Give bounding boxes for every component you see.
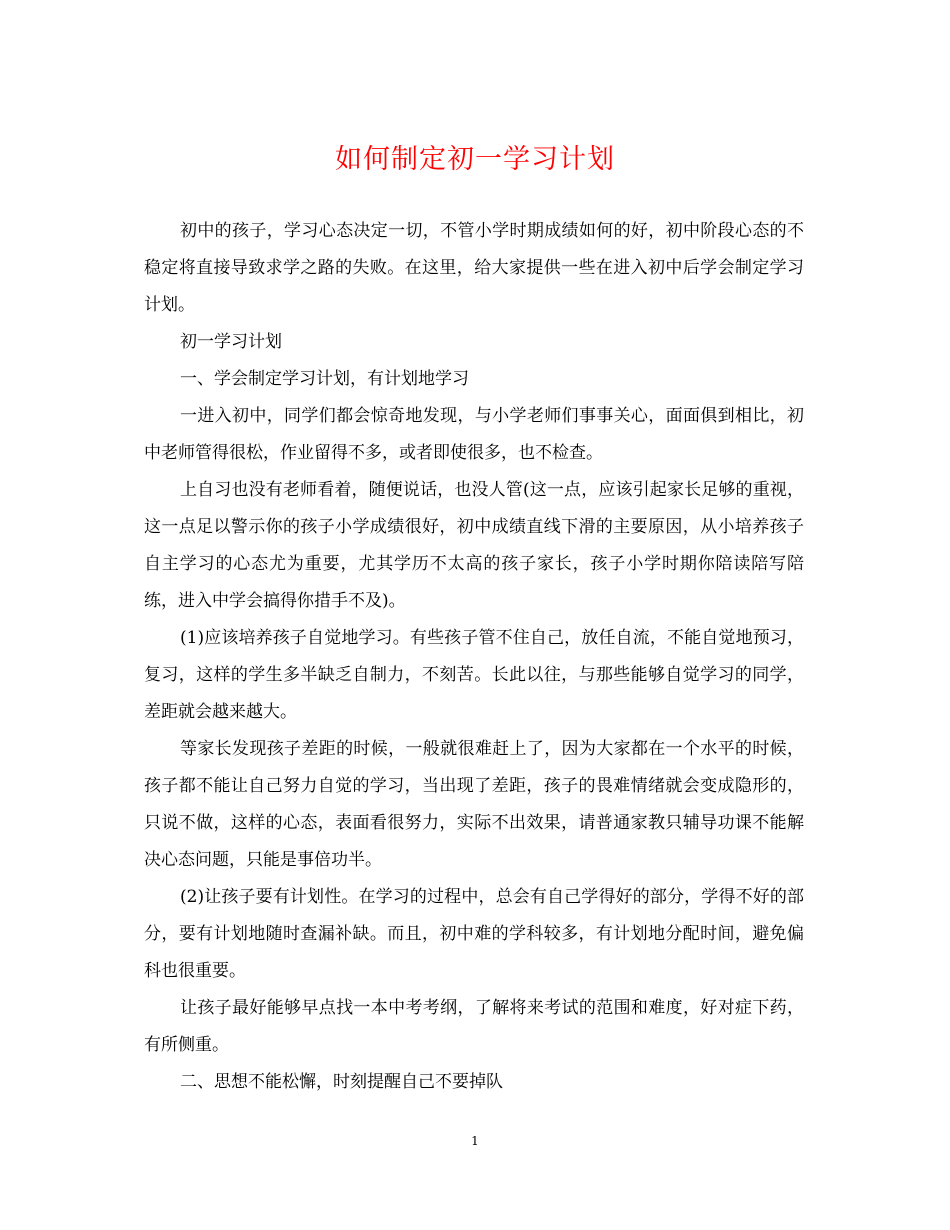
paragraph-body: 一进入初中，同学们都会惊奇地发现，与小学老师们事事关心，面面俱到相比，初中老师管得很松，作业留得不多，或者即使很多，也不检查。 bbox=[144, 406, 804, 463]
paragraph-point-one: (1)应该培养孩子自觉地学习。有些孩子管不住自己，放任自流，不能自觉地预习，复习，这样的学生多半缺乏自制力，不刻苦。长此以往，与那些能够自觉学习的同学，差距就会越来越大。 bbox=[144, 628, 804, 722]
paragraph-section-title: 初一学习计划 bbox=[180, 332, 282, 352]
paragraph-heading-two: 二、思想不能松懈，时刻提醒自己不要掉队 bbox=[180, 1072, 503, 1092]
paragraph-point-two: (2)让孩子要有计划性。在学习的过程中，总会有自己学得好的部分，学得不好的部分，要有计划地随时查漏补缺。而且，初中难的学科较多，有计划地分配时间，避免偏科也很重要。 bbox=[144, 887, 804, 981]
paragraph-body: 让孩子最好能够早点找一本中考考纲，了解将来考试的范围和难度，好对症下药，有所侧重。 bbox=[144, 998, 804, 1055]
document-title: 如何制定初一学习计划 bbox=[335, 144, 615, 175]
paragraph-intro: 初中的孩子，学习心态决定一切，不管小学时期成绩如何的好，初中阶段心态的不稳定将直接导致求学之路的失败。在这里，给大家提供一些在进入初中后学会制定学习计划。 bbox=[144, 221, 804, 315]
paragraph-body: 上自习也没有老师看着，随便说话，也没人管(这一点，应该引起家长足够的重视，这一点足以警示你的孩子小学成绩很好，初中成绩直线下滑的主要原因，从小培养孩子自主学习的心态尤为重要，尤其学历不太高的孩子家长，孩子小学时期你陪读陪写陪练，进入中学会搞得你措手不及)。 bbox=[144, 480, 804, 611]
page-number: 1 bbox=[471, 1134, 479, 1148]
paragraph-heading-one: 一、学会制定学习计划，有计划地学习 bbox=[180, 369, 469, 389]
document-body bbox=[144, 213, 804, 1101]
paragraph-body: 等家长发现孩子差距的时候，一般就很难赶上了，因为大家都在一个水平的时候，孩子都不能让自己努力自觉的学习，当出现了差距，孩子的畏难情绪就会变成隐形的，只说不做，这样的心态，表面看很努力，实际不出效果，请普通家教只辅导功课不能解决心态问题，只能是事倍功半。 bbox=[144, 739, 804, 870]
